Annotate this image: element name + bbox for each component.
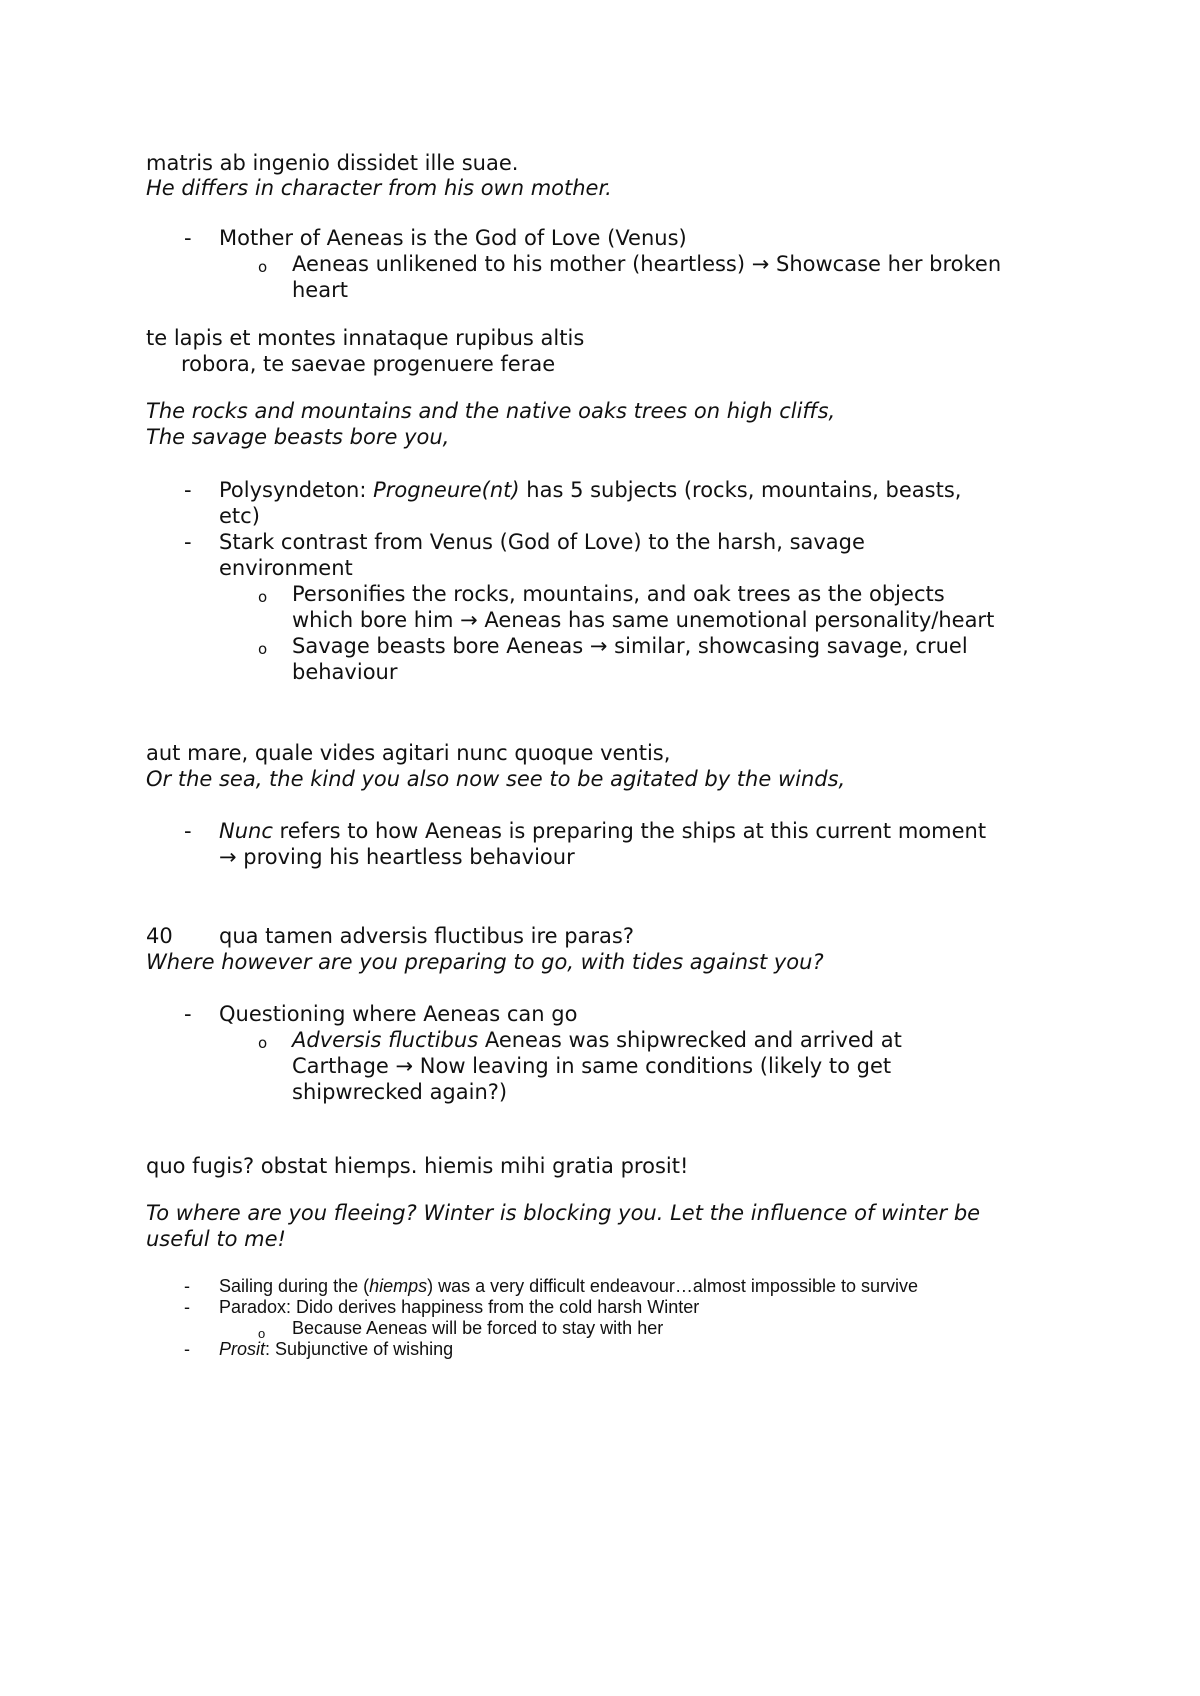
translation-line: useful to me! [146, 1227, 286, 1251]
bullet-text: Paradox: Dido derives happiness from the cold harsh Winter [219, 1297, 700, 1317]
bullet-text-cont: → proving his heartless behaviour [219, 845, 575, 869]
sub-bullet-marker: o [258, 588, 268, 606]
translation-line: Or the sea, the kind you also now see to be agitated by the winds, [146, 767, 846, 791]
emphasis: Progneure(nt) [373, 478, 520, 502]
sub-bullet-text: Savage beasts bore Aeneas → similar, showcasing savage, cruel [292, 634, 968, 658]
bullet-dash: - [184, 1339, 190, 1359]
sub-bullet-text-cont: shipwrecked again?) [292, 1080, 508, 1104]
sub-bullet-text: Aeneas unlikened to his mother (heartless) → Showcase her broken [292, 252, 1002, 276]
latin-line-indented: robora, te saevae progenuere ferae [181, 352, 556, 376]
emphasis: Prosit [219, 1339, 266, 1359]
bullet-dash: - [184, 1002, 192, 1026]
bullet-text: Polysyndeton: Progneure(nt) has 5 subjects (rocks, mountains, beasts, [219, 478, 962, 502]
sub-bullet-text: Because Aeneas will be forced to stay with her [292, 1318, 664, 1338]
bullet-dash: - [184, 478, 192, 502]
sub-bullet-marker: o [258, 258, 268, 276]
bullet-text-cont: etc) [219, 504, 260, 528]
sub-bullet-marker: o [258, 1326, 266, 1341]
bullet-text: Prosit: Subjunctive of wishing [219, 1339, 454, 1359]
sub-bullet-text: Personifies the rocks, mountains, and oak trees as the objects [292, 582, 945, 606]
bullet-text: Nunc refers to how Aeneas is preparing the ships at this current moment [219, 819, 987, 843]
sub-bullet-text-cont: heart [292, 278, 348, 302]
emphasis: Nunc [219, 819, 273, 843]
emphasis: Adversis fluctibus [292, 1028, 479, 1052]
translation-line: Where however are you preparing to go, with tides against you? [146, 950, 824, 974]
bullet-text-cont: environment [219, 556, 353, 580]
latin-line: aut mare, quale vides agitari nunc quoque ventis, [146, 741, 671, 765]
bullet-dash: - [184, 1276, 190, 1296]
bullet-text: Sailing during the (hiemps) was a very difficult endeavour…almost impossible to survive [219, 1276, 918, 1296]
latin-line: te lapis et montes innataque rupibus altis [146, 326, 585, 350]
sub-bullet-marker: o [258, 1034, 268, 1052]
sub-bullet-text: Adversis fluctibus Aeneas was shipwrecked and arrived at [292, 1028, 902, 1052]
latin-line: quo fugis? obstat hiemps. hiemis mihi gratia prosit! [146, 1154, 689, 1178]
translation-line: To where are you fleeing? Winter is blocking you. Let the influence of winter be [146, 1201, 981, 1225]
bullet-dash: - [184, 530, 192, 554]
sub-bullet-text-cont: behaviour [292, 660, 398, 684]
bullet-text: Questioning where Aeneas can go [219, 1002, 578, 1026]
sub-bullet-text-cont: which bore him → Aeneas has same unemotional personality/heart [292, 608, 995, 632]
translation-line: He differs in character from his own mother. [146, 176, 612, 200]
latin-line: matris ab ingenio dissidet ille suae. [146, 151, 519, 175]
bullet-text: Mother of Aeneas is the God of Love (Venus) [219, 226, 687, 250]
translation-line: The savage beasts bore you, [146, 425, 450, 449]
sub-bullet-text-cont: Carthage → Now leaving in same conditions (likely to get [292, 1054, 892, 1078]
sub-bullet-marker: o [258, 640, 268, 658]
bullet-dash: - [184, 226, 192, 250]
translation-line: The rocks and mountains and the native oaks trees on high cliffs, [146, 399, 836, 423]
latin-line: qua tamen adversis fluctibus ire paras? [219, 924, 635, 948]
bullet-dash: - [184, 1297, 190, 1317]
bullet-dash: - [184, 819, 192, 843]
bullet-text: Stark contrast from Venus (God of Love) to the harsh, savage [219, 530, 865, 554]
line-number: 40 [146, 924, 173, 948]
emphasis: hiemps [369, 1276, 428, 1296]
